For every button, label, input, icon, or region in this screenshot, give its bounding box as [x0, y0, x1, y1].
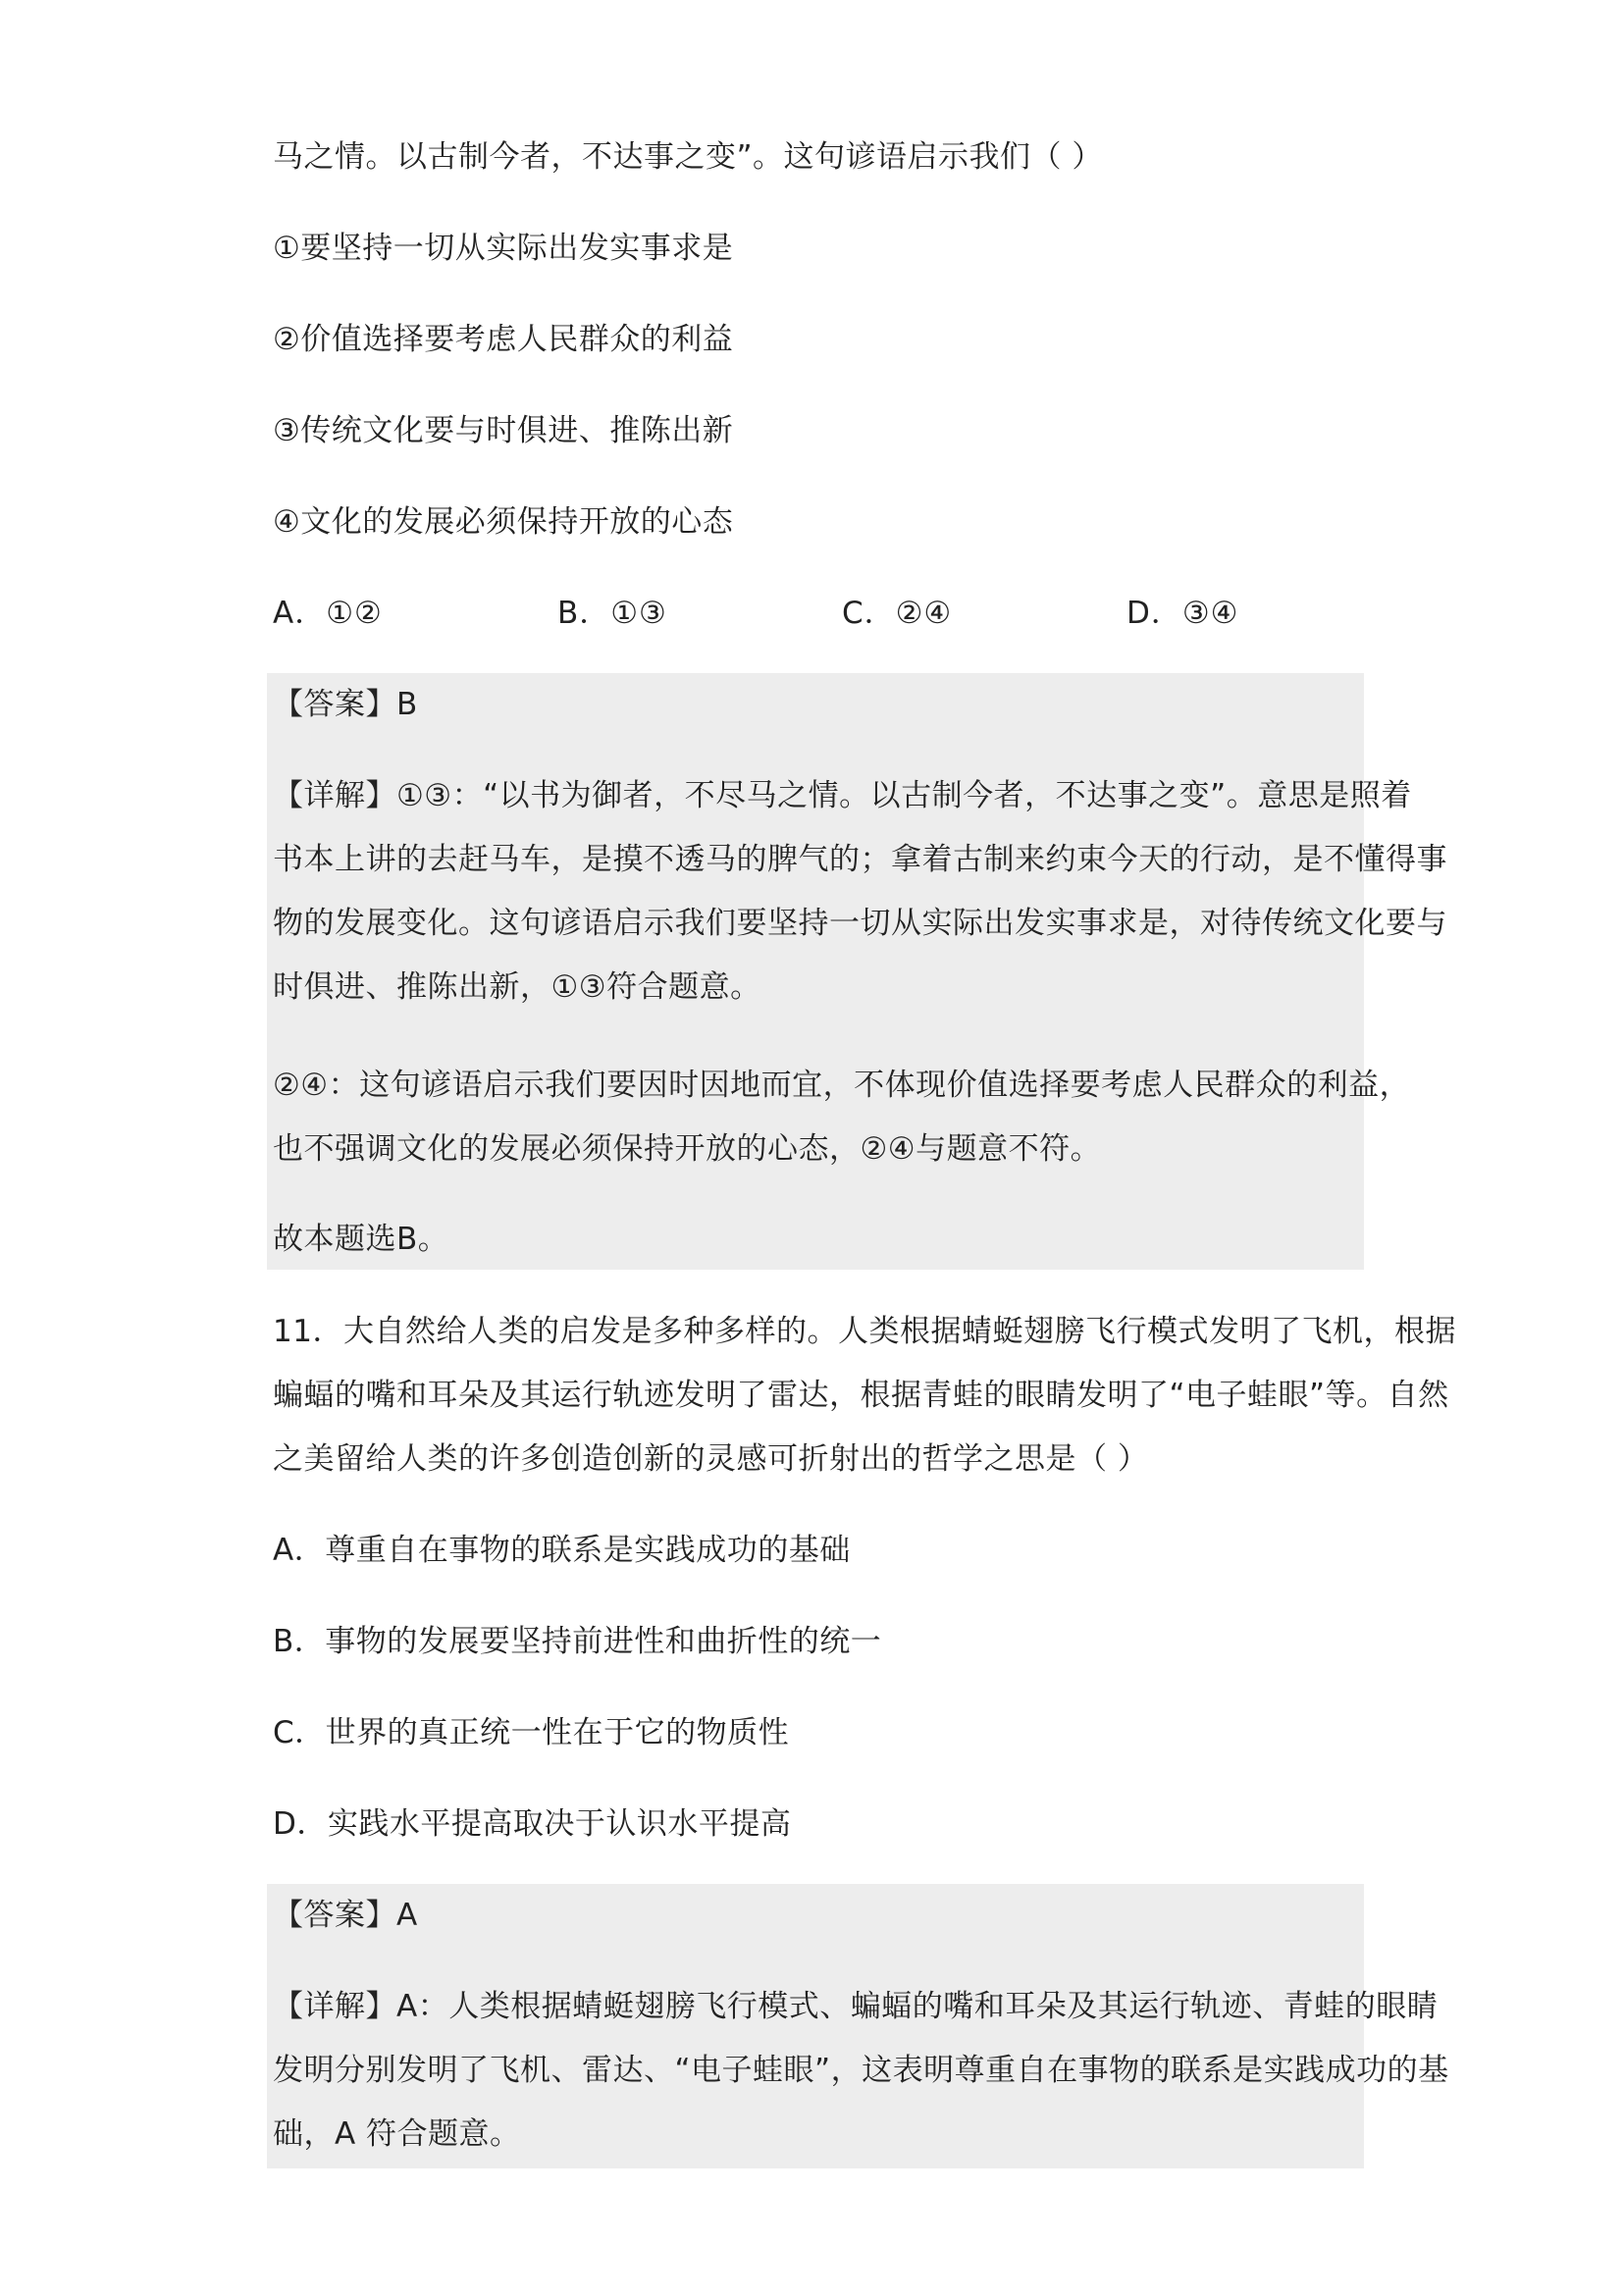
q10-conclusion: 故本题选B。 [273, 1222, 449, 1257]
q10-option-a: A．①② [273, 596, 383, 631]
q10-statement-4: ④文化的发展必须保持开放的心态 [273, 504, 734, 540]
q10-statement-1: ①要坚持一切从实际出发实事求是 [273, 231, 734, 266]
q11-answer: 【答案】A [273, 1898, 418, 1933]
q10-option-d: D．③④ [1126, 596, 1239, 631]
q10-stem-end: 马之情。以古制今者，不达事之变”。这句谚语启示我们（ ） [273, 139, 1103, 175]
q11-option-b: B．事物的发展要坚持前进性和曲折性的统一 [273, 1624, 882, 1659]
q10-explanation-line-5: ②④：这句谚语启示我们要因时因地而宜，不体现价值选择要考虑人民群众的利益， [273, 1068, 1411, 1103]
q10-statement-2: ②价值选择要考虑人民群众的利益 [273, 322, 734, 357]
q11-option-a: A．尊重自在事物的联系是实践成功的基础 [273, 1533, 851, 1568]
q10-explanation-line-2: 书本上讲的去赶马车，是摸不透马的脾气的；拿着古制来约束今天的行动，是不懂得事 [273, 842, 1447, 877]
q11-option-c: C．世界的真正统一性在于它的物质性 [273, 1715, 790, 1750]
q10-explanation-line-3: 物的发展变化。这句谚语启示我们要坚持一切从实际出发实事求是，对待传统文化要与 [273, 906, 1447, 941]
q10-option-c: C．②④ [842, 596, 953, 631]
q10-explanation-line-4: 时俱进、推陈出新，①③符合题意。 [273, 969, 761, 1005]
q11-stem-line-2: 蝙蝠的嘴和耳朵及其运行轨迹发明了雷达，根据青蛙的眼睛发明了“电子蛙眼”等。自然 [273, 1378, 1449, 1413]
q10-statement-3: ③传统文化要与时俱进、推陈出新 [273, 413, 734, 448]
q11-option-d: D．实践水平提高取决于认识水平提高 [273, 1806, 792, 1842]
q11-explanation-line-2: 发明分别发明了飞机、雷达、“电子蛙眼”，这表明尊重自在事物的联系是实践成功的基 [273, 2053, 1449, 2088]
q11-stem-line-3: 之美留给人类的许多创造创新的灵感可折射出的哲学之思是（ ） [273, 1441, 1149, 1477]
q11-explanation-line-1: 【详解】A：人类根据蜻蜓翅膀飞行模式、蝙蝠的嘴和耳朵及其运行轨迹、青蛙的眼睛 [273, 1989, 1439, 2024]
q10-answer: 【答案】B [273, 687, 418, 722]
q11-stem-line-1: 11．大自然给人类的启发是多种多样的。人类根据蜻蜓翅膀飞行模式发明了飞机，根据 [273, 1314, 1456, 1349]
q10-option-b: B．①③ [557, 596, 667, 631]
q11-explanation-line-3: 础，A 符合题意。 [273, 2116, 521, 2152]
q10-explanation-line-1: 【详解】①③：“以书为御者，不尽马之情。以古制今者，不达事之变”。意思是照着 [273, 778, 1412, 813]
q10-explanation-line-6: 也不强调文化的发展必须保持开放的心态，②④与题意不符。 [273, 1131, 1102, 1167]
